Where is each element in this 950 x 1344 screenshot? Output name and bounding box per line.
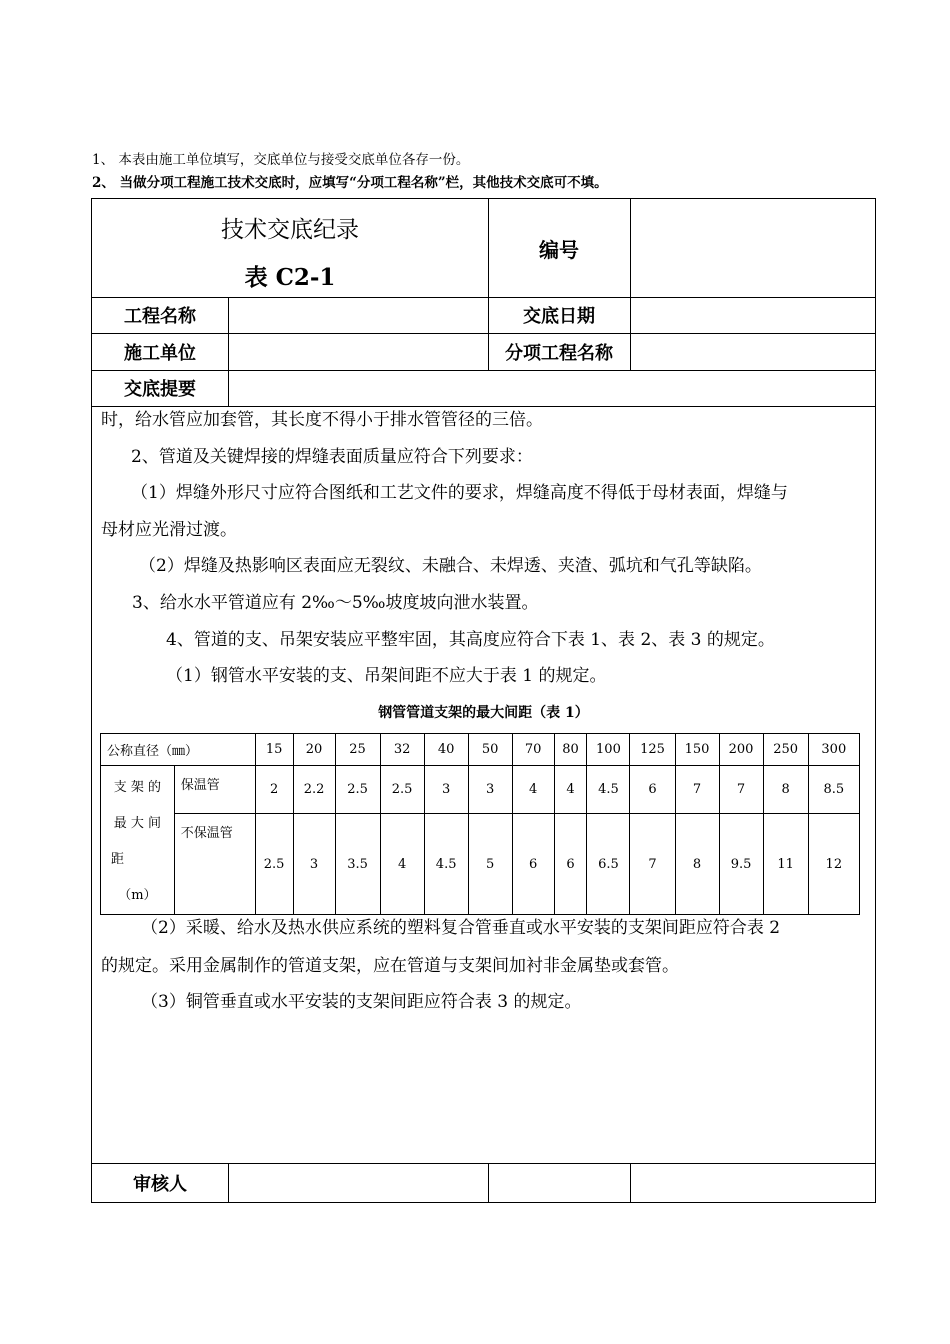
diameter-cell: 80 <box>554 734 587 766</box>
insulated-cell: 3 <box>424 766 468 814</box>
reviewer-label: 审核人 <box>133 1174 187 1195</box>
uninsulated-cell: 5 <box>468 814 512 915</box>
span-label-line: 支 架 的 <box>113 780 161 795</box>
content-paragraph: 3、给水水平管道应有 2‰～5‰坡度坡向泄水装置。 <box>132 593 539 613</box>
insulated-cell: 8.5 <box>808 766 859 814</box>
content-paragraph: （1）焊缝外形尺寸应符合图纸和工艺文件的要求，焊缝高度不得低于母材表面，焊缝与 <box>131 483 788 503</box>
diameter-cell: 15 <box>255 734 293 766</box>
project-name-label: 工程名称 <box>124 306 196 327</box>
insulated-cell: 4 <box>554 766 587 814</box>
diameter-cell: 150 <box>675 734 719 766</box>
insulated-label: 保温管 <box>174 766 255 814</box>
diameter-cell: 32 <box>380 734 424 766</box>
diameter-cell: 50 <box>468 734 512 766</box>
uninsulated-cell: 4 <box>380 814 424 915</box>
uninsulated-cell: 6 <box>554 814 587 915</box>
diameter-cell: 20 <box>293 734 335 766</box>
insulated-cell: 2 <box>255 766 293 814</box>
date-label: 交底日期 <box>523 306 595 327</box>
uninsulated-label: 不保温管 <box>174 814 255 915</box>
diameter-cell: 300 <box>808 734 859 766</box>
uninsulated-cell: 11 <box>763 814 808 915</box>
diameter-cell: 70 <box>512 734 554 766</box>
subproject-field[interactable] <box>630 333 875 370</box>
insulated-cell: 7 <box>675 766 719 814</box>
summary-field[interactable] <box>228 370 875 406</box>
insulated-cell: 4 <box>512 766 554 814</box>
content-paragraph: （1）钢管水平安装的支、吊架间距不应大于表 1 的规定。 <box>166 666 607 686</box>
subproject-label: 分项工程名称 <box>505 342 613 364</box>
date-field[interactable] <box>630 297 875 333</box>
content-paragraph: 2、管道及关键焊接的焊缝表面质量应符合下列要求： <box>131 447 533 467</box>
uninsulated-cell: 4.5 <box>424 814 468 915</box>
diameter-label: 公称直径（㎜） <box>101 734 256 766</box>
footer-field-3[interactable] <box>630 1163 875 1203</box>
insulated-row <box>101 766 860 814</box>
content-paragraph: 4、管道的支、吊架安装应平整牢固，其高度应符合下表 1、表 2、表 3 的规定。 <box>166 630 775 650</box>
number-field[interactable] <box>630 199 875 297</box>
project-name-field[interactable] <box>228 297 488 333</box>
technical-briefing-form <box>91 198 876 1203</box>
insulated-cell: 8 <box>763 766 808 814</box>
content-paragraph: （2）焊缝及热影响区表面应无裂纹、未融合、未焊透、夹渣、弧坑和气孔等缺陷。 <box>139 556 762 576</box>
uninsulated-cell: 8 <box>675 814 719 915</box>
number-label: 编号 <box>539 237 579 262</box>
span-label-line: 最 大 间 <box>113 816 161 831</box>
uninsulated-cell: 7 <box>630 814 675 915</box>
diameter-cell: 25 <box>335 734 380 766</box>
uninsulated-cell: 2.5 <box>255 814 293 915</box>
uninsulated-cell: 9.5 <box>719 814 763 915</box>
insulated-cell: 2.5 <box>380 766 424 814</box>
form-number: 表 C2-1 <box>244 263 336 291</box>
uninsulated-row <box>101 814 860 915</box>
uninsulated-cell: 6.5 <box>587 814 630 915</box>
contractor-field[interactable] <box>228 333 488 370</box>
diameter-cell: 250 <box>763 734 808 766</box>
note-2: 2、 当做分项工程施工技术交底时，应填写“分项工程名称”栏，其他技术交底可不填。 <box>92 175 608 191</box>
summary-label: 交底提要 <box>124 379 196 400</box>
insulated-cell: 7 <box>719 766 763 814</box>
note-1: 1、 本表由施工单位填写，交底单位与接受交底单位各存一份。 <box>92 152 470 168</box>
contractor-label: 施工单位 <box>124 342 196 364</box>
diameter-cell: 40 <box>424 734 468 766</box>
content-paragraph: 的规定。采用金属制作的管道支架，应在管道与支架间加衬非金属垫或套管。 <box>101 956 679 976</box>
diameter-cell: 200 <box>719 734 763 766</box>
insulated-cell: 4.5 <box>587 766 630 814</box>
table1-caption: 钢管管道支架的最大间距（表 1） <box>378 705 589 721</box>
reviewer-field[interactable] <box>228 1163 488 1203</box>
diameter-cell: 125 <box>630 734 675 766</box>
span-label-line: 距 <box>111 852 125 867</box>
uninsulated-cell: 12 <box>808 814 859 915</box>
uninsulated-cell: 3.5 <box>335 814 380 915</box>
content-paragraph: 时，给水管应加套管，其长度不得小于排水管管径的三倍。 <box>101 410 543 430</box>
insulated-cell: 3 <box>468 766 512 814</box>
form-title: 技术交底纪录 <box>221 216 359 243</box>
content-paragraph: （3）铜管垂直或水平安装的支架间距应符合表 3 的规定。 <box>141 992 582 1012</box>
insulated-cell: 2.2 <box>293 766 335 814</box>
content-paragraph: 母材应光滑过渡。 <box>101 520 237 540</box>
uninsulated-cell: 6 <box>512 814 554 915</box>
diameter-row <box>101 734 860 766</box>
diameter-cell: 100 <box>587 734 630 766</box>
pipe-support-table <box>100 733 860 915</box>
uninsulated-cell: 3 <box>293 814 335 915</box>
span-label <box>101 766 175 915</box>
insulated-cell: 6 <box>630 766 675 814</box>
footer-field-2[interactable] <box>488 1163 630 1203</box>
content-paragraph: （2）采暖、给水及热水供应系统的塑料复合管垂直或水平安装的支架间距应符合表 2 <box>141 918 781 938</box>
insulated-cell: 2.5 <box>335 766 380 814</box>
span-label-line: （m） <box>118 888 157 903</box>
